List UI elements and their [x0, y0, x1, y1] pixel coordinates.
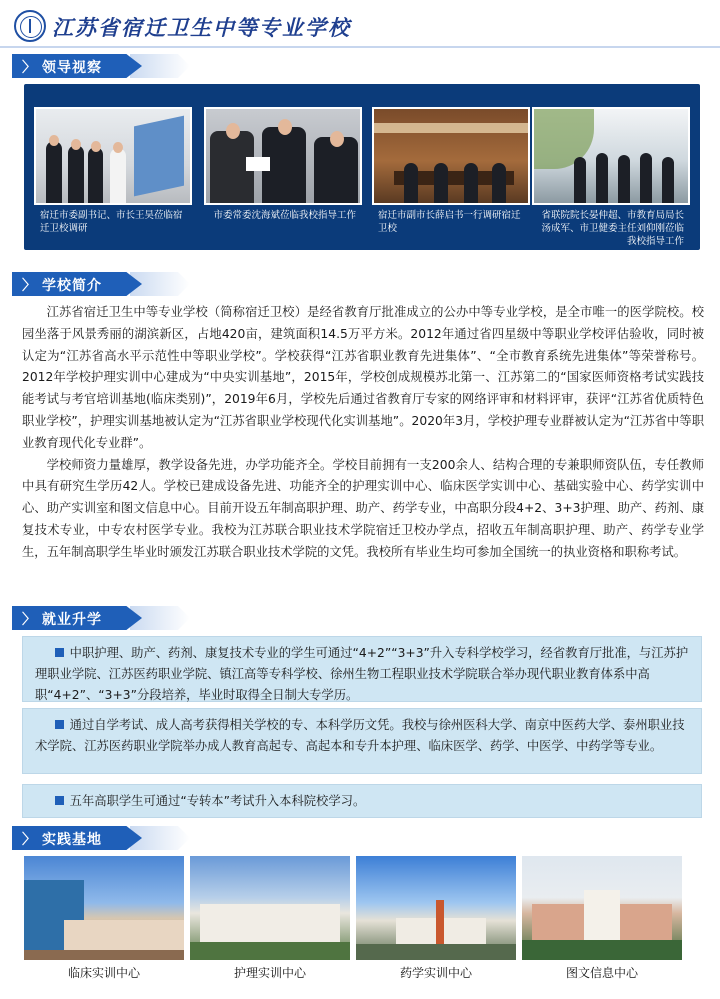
intro-paragraph: 学校师资力量雄厚，教学设备先进，办学功能齐全。学校目前拥有一支200余人、结构合理的专兼职师资队伍，专任教师中具有研究生学历42人。学校已建成设备先进、功能齐全的护理实训中心、临床医学实训中心、基础实验中心、药学实训中心、助产实训室和图文信息中心。目前开设五年制高职护理、助产、药学专业，中高职分段4+2、3+3护理、助产、药剂、康复技术专业，中专农村医学专业。我校为江苏联合职业技术学院宿迁卫校办学点，招收五年制高职护理、助产、药学专业学生，五年制高职学生毕业时颁发江苏联合职业技术学院的文凭。我校所有毕业生均可参加全国统一的执业资格和职称考试。 [22, 457, 704, 559]
page-header [0, 0, 720, 46]
chevron-right-icon: 〉 [22, 278, 36, 294]
square-bullet-icon [55, 796, 64, 805]
practice-base-1 [24, 856, 184, 981]
chevron-right-icon: 〉 [22, 60, 36, 76]
base-label: 药学实训中心 [399, 966, 472, 980]
practice-base-gallery [24, 856, 696, 980]
chevron-right-icon: 〉 [22, 612, 36, 628]
section-title-practice: 〉 实践基地 [12, 826, 192, 850]
leadership-photo-panel [24, 84, 700, 250]
building-photo [24, 856, 184, 960]
building-photo [522, 856, 682, 960]
section-title-intro: 〉 学校简介 [12, 272, 192, 296]
base-label: 临床实训中心 [67, 966, 140, 980]
employment-box-3: 五年高职学生可通过“专转本”考试升入本科院校学习。 [22, 784, 702, 818]
inspection-photo [204, 107, 362, 205]
practice-base-4 [522, 856, 682, 981]
school-logo-icon [14, 10, 46, 42]
photo-caption: 宿迁市副市长薛启书一行调研宿迁卫校 [378, 210, 521, 234]
square-bullet-icon [55, 648, 64, 657]
inspection-photo [532, 107, 690, 205]
inspection-photo [372, 107, 530, 205]
intro-paragraph: 江苏省宿迁卫生中等专业学校（简称宿迁卫校）是经省教育厅批准成立的公办中等专业学校，是全市唯一的医学院校。校园坐落于风景秀丽的湖滨新区，占地420亩，建筑面积14.5万平方米。2012年通过省四星级中等职业学校评估验收，同时被认定为“江苏省高水平示范性中等职业学校”。学校获得“江苏省职业教育先进集体”、“全市教育系统先进集体”等荣誉称号。2012年学校护理实训中心建成为“中央实训基地”，2015年，学校创成规模苏北第一、江苏第二的“国家医师资格考试实践技能考试与考官培训基地(临床类别)”，2019年6月，学校先后通过省教育厅专家的网络评审和材料评审，获评“江苏省优质特色职业学校”，护理实训基地被认定为“江苏省职业学校现代化实训基地”。2020年3月，学校护理专业群被认定为“江苏省中等职业教育现代化专业群”。 [22, 305, 704, 450]
employment-box-1: 中职护理、助产、药剂、康复技术专业的学生可通过“4+2”“3+3”升入专科学校学习，经省教育厅批准，与江苏护理职业学院、江苏医药职业学院、镇江高等专科学校、徐州生物工程职业技术学院联合举办现代职业教育体系中高职“4+2”、“3+3”分段培养，毕业时取得全日制大专学历。 [22, 636, 702, 702]
inspection-photo [34, 107, 192, 205]
section-title-leadership: 〉 领导视察 [12, 54, 192, 78]
building-photo [190, 856, 350, 960]
leadership-photo-3 [372, 107, 530, 235]
header-divider [0, 46, 720, 48]
leadership-photo-2 [204, 107, 362, 222]
square-bullet-icon [55, 720, 64, 729]
base-label: 图文信息中心 [565, 966, 638, 980]
photo-caption: 省联院院长晏仲超、市教育局局长汤成军、市卫健委主任刘仰刚莅临我校指导工作 [541, 210, 684, 247]
practice-base-2 [190, 856, 350, 981]
practice-base-3 [356, 856, 516, 981]
photo-caption: 宿迁市委副书记、市长王昊莅临宿迁卫校调研 [40, 210, 183, 234]
building-photo [356, 856, 516, 960]
chevron-right-icon: 〉 [22, 832, 36, 848]
employment-box-2: 通过自学考试、成人高考获得相关学校的专、本科学历文凭。我校与徐州医科大学、南京中医药大学、泰州职业技术学院、江苏医药职业学院举办成人教育高起专、高起本和专升本护理、临床医学、药学、中医学、中药学等专业。 [22, 708, 702, 774]
school-name: 江苏省宿迁卫生中等专业学校 [52, 15, 351, 40]
photo-caption: 市委常委沈海斌莅临我校指导工作 [213, 210, 356, 221]
section-title-employment: 〉 就业升学 [12, 606, 192, 630]
leadership-photo-1 [34, 107, 192, 235]
base-label: 护理实训中心 [233, 966, 306, 980]
school-introduction [22, 302, 704, 564]
leadership-photo-4 [532, 107, 690, 248]
